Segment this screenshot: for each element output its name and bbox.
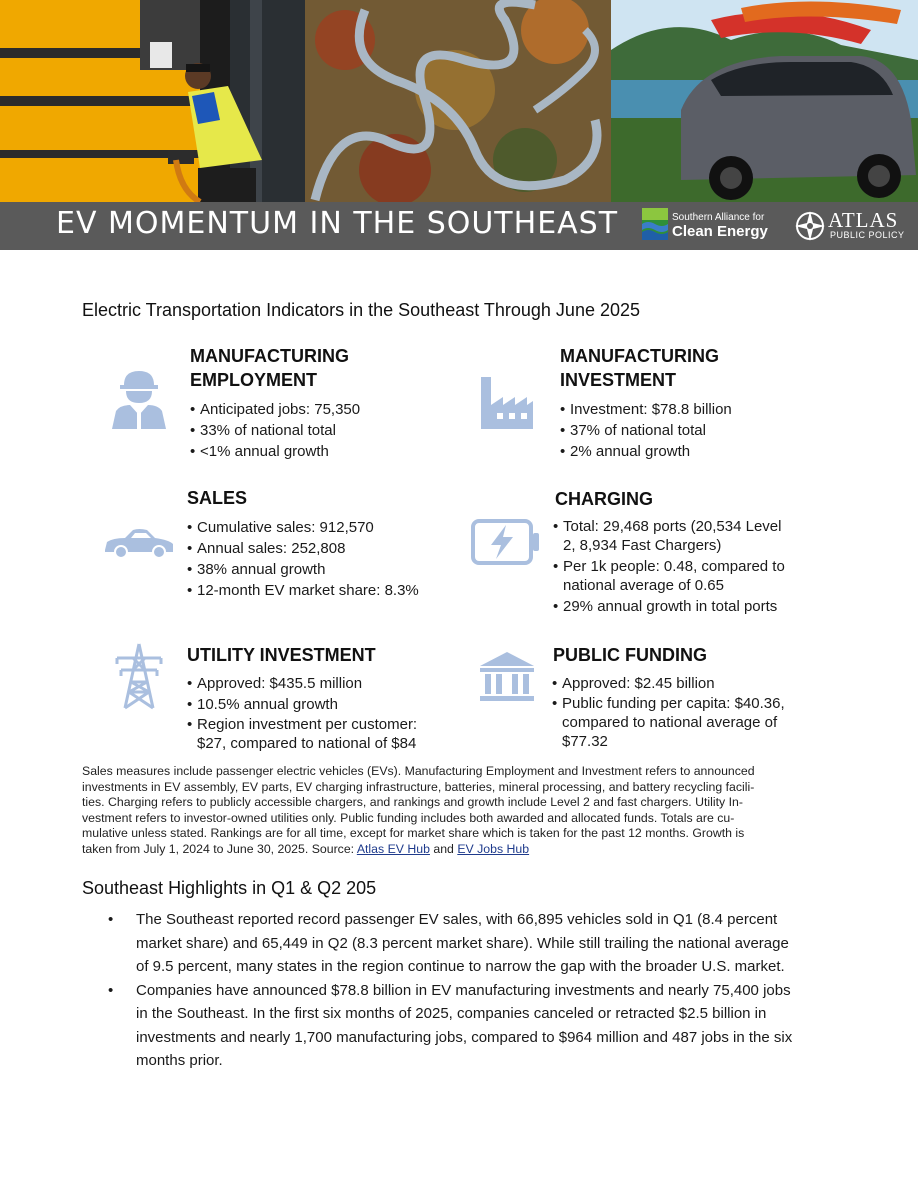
highlight-item <box>108 908 848 979</box>
highlight-line: in the Southeast. In the first six months of 2025, companies canceled or retracted $2.5 billion in <box>136 1005 767 1022</box>
atlas-name-bottom: PUBLIC POLICY <box>830 230 905 240</box>
atlas-name-top: ATLAS <box>828 208 899 232</box>
list-item: • 37% of national total <box>560 420 820 441</box>
title-line: EMPLOYMENT <box>190 370 318 390</box>
list-item: • 10.5% annual growth <box>187 694 457 715</box>
note-line: vestment refers to investor-owned utilities only. Public funding includes both awarded and allocated funds. Totals are cu- <box>82 810 735 825</box>
list-item: • 33% of national total <box>190 420 450 441</box>
list-item: • 29% annual growth in total ports <box>553 597 833 616</box>
charging-list <box>553 517 833 616</box>
list-item-line: • Region investment per customer: <box>197 716 418 733</box>
mountain-road-photo <box>305 0 611 202</box>
section-subtitle: Electric Transportation Indicators in the Southeast Through June 2025 <box>82 300 641 320</box>
list-item: • Investment: $78.8 billion <box>560 399 820 420</box>
worker-icon <box>110 369 168 429</box>
manufacturing-employment-title <box>190 344 349 392</box>
note-line: investments in EV assembly, EV parts, EV charging infrastructure, batteries, mineral processing, and battery recycling facili- <box>82 779 755 794</box>
ev-jobs-hub-link[interactable]: EV Jobs Hub <box>457 841 530 856</box>
list-item-line: • Public funding per capita: $40.36, <box>562 695 785 712</box>
list-item-line: • Per 1k people: 0.48, compared to <box>563 558 785 575</box>
highlight-line: market share) and 65,449 in Q2 (8.3 percent market share). While still trailing the national average <box>136 934 789 952</box>
list-item <box>553 517 833 555</box>
sales-title: SALES <box>187 488 248 508</box>
list-item: • Cumulative sales: 912,570 <box>187 517 457 538</box>
note-line: ties. Charging refers to publicly accessible chargers, and rankings and growth include Level 2 and fast chargers. Utility In- <box>82 795 743 809</box>
sace-name-top: Southern Alliance for <box>672 212 765 223</box>
public-funding-title: PUBLIC FUNDING <box>553 645 707 665</box>
list-item-line: $27, compared to national of $84 <box>197 735 417 752</box>
list-item: • Annual sales: 252,808 <box>187 538 457 559</box>
highlight-line: investments and nearly 1,700 manufacturing jobs, compared to $964 million and 487 jobs in the six <box>136 1028 793 1046</box>
title-line: MANUFACTURING <box>190 346 349 366</box>
car-icon <box>103 528 175 558</box>
factory-icon <box>479 375 535 429</box>
utility-investment-title: UTILITY INVESTMENT <box>187 645 376 665</box>
electric-suv-lake-photo <box>611 0 918 202</box>
list-item: • 12-month EV market share: 8.3% <box>187 580 457 601</box>
list-item <box>552 694 832 751</box>
list-item: • Anticipated jobs: 75,350 <box>190 399 450 420</box>
page-title: EV MOMENTUM IN THE SOUTHEAST <box>56 206 619 241</box>
highlight-line: months prior. <box>136 1052 223 1069</box>
list-item: • 38% annual growth <box>187 559 457 580</box>
note-text: taken from July 1, 2024 to June 30, 2025. Source: <box>82 841 357 856</box>
note-text: and <box>429 841 458 856</box>
title-line: MANUFACTURING <box>560 346 719 366</box>
list-item-line: • Total: 29,468 ports (20,534 Level <box>563 518 782 535</box>
list-item <box>187 715 457 753</box>
public-funding-list <box>552 673 832 751</box>
highlight-line: • Companies have announced $78.8 billion in EV manufacturing investments and nearly 75,400 jobs <box>136 981 791 999</box>
battery-charging-icon <box>471 519 541 565</box>
highlights-title: Southeast Highlights in Q1 & Q2 205 <box>82 878 377 898</box>
methodology-note <box>82 764 842 857</box>
list-item <box>553 557 833 595</box>
school-bus-charging-photo <box>0 0 305 202</box>
sace-logo <box>642 208 782 244</box>
transmission-tower-icon <box>113 642 165 710</box>
list-item-line: compared to national average of <box>562 714 778 731</box>
manufacturing-employment-list <box>190 399 450 462</box>
highlight-item <box>108 979 848 1073</box>
highlight-line: of 9.5 percent, many states in the region continue to narrow the gap with the broader U.S. market. <box>136 958 785 975</box>
manufacturing-investment-list <box>560 399 820 462</box>
manufacturing-investment-title <box>560 344 719 392</box>
compass-icon <box>794 210 826 242</box>
note-line: mulative unless stated. Rankings are for all time, except for market share which is taken for the past 12 months. Growth is <box>82 826 745 840</box>
note-line <box>82 842 842 858</box>
hero-banner <box>0 0 918 250</box>
sales-list <box>187 517 457 601</box>
government-building-icon <box>478 650 536 702</box>
highlight-line: • The Southeast reported record passenger EV sales, with 66,895 vehicles sold in Q1 (8.4 percent <box>136 911 778 928</box>
list-item: • <1% annual growth <box>190 441 450 462</box>
charging-title: CHARGING <box>555 489 653 509</box>
list-item-line: national average of 0.65 <box>563 577 724 594</box>
note-line: Sales measures include passenger electric vehicles (EVs). Manufacturing Employment and Investment refers to announced <box>82 764 755 778</box>
list-item: • 2% annual growth <box>560 441 820 462</box>
title-line: INVESTMENT <box>560 370 677 390</box>
list-item-line: 2, 8,934 Fast Chargers) <box>563 537 722 554</box>
list-item-line: $77.32 <box>562 733 608 750</box>
list-item: • Approved: $2.45 billion <box>552 673 832 694</box>
atlas-logo <box>794 208 909 244</box>
list-item: • Approved: $435.5 million <box>187 673 457 694</box>
sace-wave-icon <box>642 208 668 240</box>
utility-investment-list <box>187 673 457 753</box>
highlights-list <box>108 908 848 1073</box>
sace-name-bottom: Clean Energy <box>672 223 768 240</box>
atlas-ev-hub-link[interactable]: Atlas EV Hub <box>356 841 430 856</box>
